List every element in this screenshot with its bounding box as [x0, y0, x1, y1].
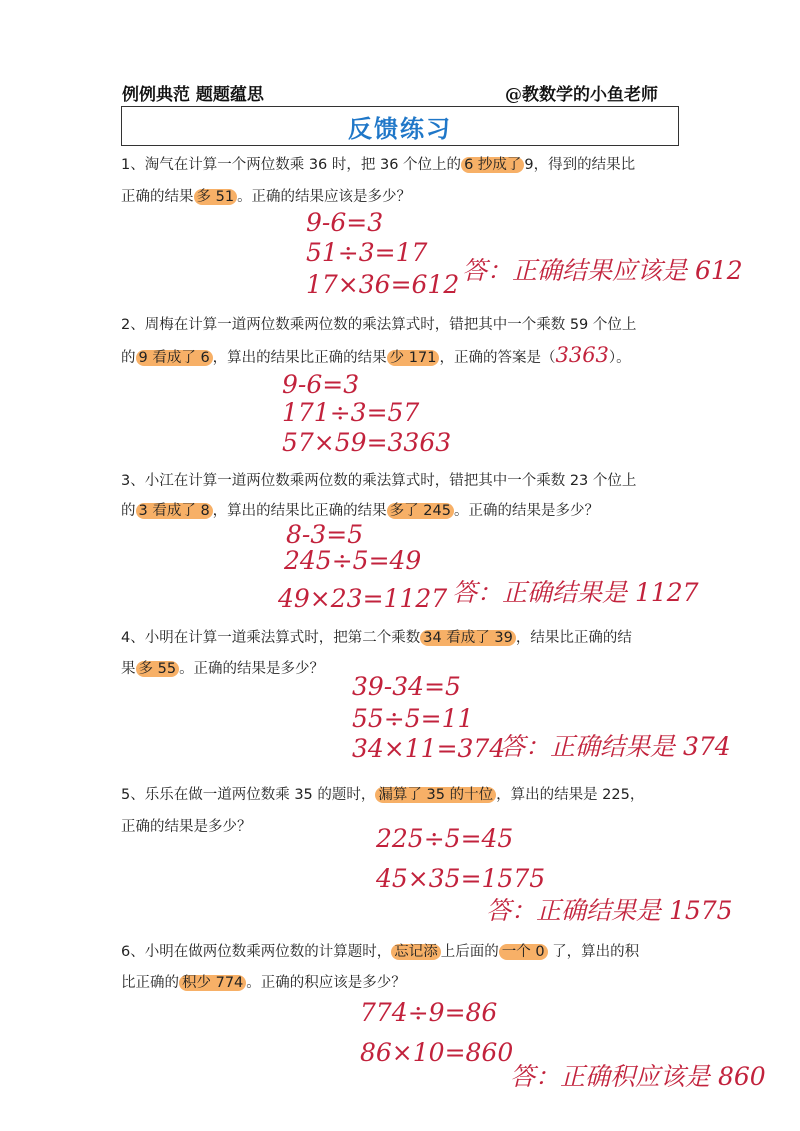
text: 9，得到的结果比	[524, 157, 636, 173]
problem-3-answer: 答：正确结果是 1127	[452, 578, 699, 607]
text: ，算出的结果比正确的结果	[212, 503, 387, 519]
text: 正确的结果是多少？	[121, 819, 252, 835]
problem-6-line-2	[121, 972, 406, 994]
text: 2、周梅在计算一道两位数乘两位数的乘法算式时，错把其中一个乘数 59 个位上	[121, 317, 637, 333]
problem-2-work-2: 171÷3=57	[282, 398, 420, 427]
problem-1-work-3: 17×36=612	[306, 270, 460, 299]
text: ，结果比正确的结	[515, 630, 632, 646]
problem-1-answer: 答：正确结果应该是 612	[462, 256, 743, 285]
highlight: 忘记添	[391, 944, 441, 960]
problem-5-work-2: 45×35=1575	[376, 864, 546, 893]
highlight: 6 抄成了	[461, 157, 524, 173]
problem-1-work-1: 9-6=3	[306, 208, 384, 237]
problem-2-line-1	[121, 314, 636, 336]
highlight: 一个 0	[499, 944, 548, 960]
text: 4、小明在计算一道乘法算式时，把第二个乘数	[121, 630, 421, 646]
highlight: 3 看成了 8	[136, 503, 213, 519]
problem-6-work-2: 86×10=860	[360, 1038, 514, 1067]
text: ，算出的结果比正确的结果	[212, 350, 387, 366]
problem-4-line-1	[121, 627, 632, 649]
problem-1-line-2	[121, 186, 411, 208]
problem-3-line-2	[121, 500, 599, 522]
highlight: 9 看成了 6	[136, 350, 213, 366]
highlight: 多 51	[194, 189, 238, 205]
problem-1-line-1	[121, 154, 635, 176]
problem-6-work-1: 774÷9=86	[360, 998, 498, 1027]
text: 比正确的	[121, 975, 179, 991]
problem-3-work-3: 49×23=1127	[278, 584, 448, 613]
text: 1、淘气在计算一个两位数乘 36 时，把 36 个位上的	[121, 157, 462, 173]
text: ，正确的答案是（	[439, 350, 556, 366]
problem-3-work-2: 245÷5=49	[284, 546, 422, 575]
text: ，算出的结果是 225，	[496, 787, 645, 803]
problem-4-line-2	[121, 658, 324, 680]
text: 的	[121, 350, 136, 366]
highlight: 多了 245	[387, 503, 454, 519]
text: 。正确的结果应该是多少？	[237, 189, 412, 205]
header-right-author: @教数学的小鱼老师	[505, 85, 658, 105]
problem-4-work-2: 55÷5=11	[352, 704, 474, 733]
text: 。正确的结果是多少？	[179, 661, 325, 677]
text: 正确的结果	[121, 189, 194, 205]
problem-4-work-3: 34×11=374	[352, 734, 506, 763]
highlight: 漏算了 35 的十位	[375, 787, 496, 803]
highlight: 34 看成了 39	[420, 630, 516, 646]
text: 。正确的结果是多少？	[453, 503, 599, 519]
problem-2-work-3: 57×59=3363	[282, 428, 452, 457]
problem-3-work-1: 8-3=5	[286, 520, 364, 549]
text: 5、乐乐在做一道两位数乘 35 的题时，	[121, 787, 376, 803]
page-title: 反馈练习	[348, 114, 452, 143]
problem-6-line-1	[121, 941, 639, 963]
problem-5-line-2	[121, 816, 252, 838]
problem-5-answer: 答：正确结果是 1575	[486, 896, 733, 925]
problem-5-line-1	[121, 784, 644, 806]
problem-5-work-1: 225÷5=45	[376, 824, 514, 853]
text: 果	[121, 661, 136, 677]
highlight: 少 171	[387, 350, 440, 366]
text: 。正确的积应该是多少？	[246, 975, 406, 991]
text: ）。	[608, 350, 631, 366]
highlight: 积少 774	[179, 975, 246, 991]
text: 了，算出的积	[547, 944, 640, 960]
header-left-slogan: 例例典范 题题蕴思	[122, 85, 264, 105]
handwritten-blank-answer: 3363	[555, 343, 609, 367]
text: 6、小明在做两位数乘两位数的计算题时，	[121, 944, 392, 960]
title-box	[121, 106, 679, 146]
highlight: 多 55	[136, 661, 180, 677]
problem-3-line-1	[121, 470, 636, 492]
problem-4-answer: 答：正确结果是 374	[500, 732, 731, 761]
text: 上后面的	[440, 944, 499, 960]
text: 的	[121, 503, 136, 519]
problem-2-line-2	[121, 344, 631, 369]
problem-1-work-2: 51÷3=17	[306, 238, 428, 267]
problem-2-work-1: 9-6=3	[282, 370, 360, 399]
problem-4-work-1: 39-34=5	[352, 672, 461, 701]
text: 3、小江在计算一道两位数乘两位数的乘法算式时，错把其中一个乘数 23 个位上	[121, 473, 637, 489]
problem-6-answer: 答：正确积应该是 860	[510, 1062, 766, 1091]
